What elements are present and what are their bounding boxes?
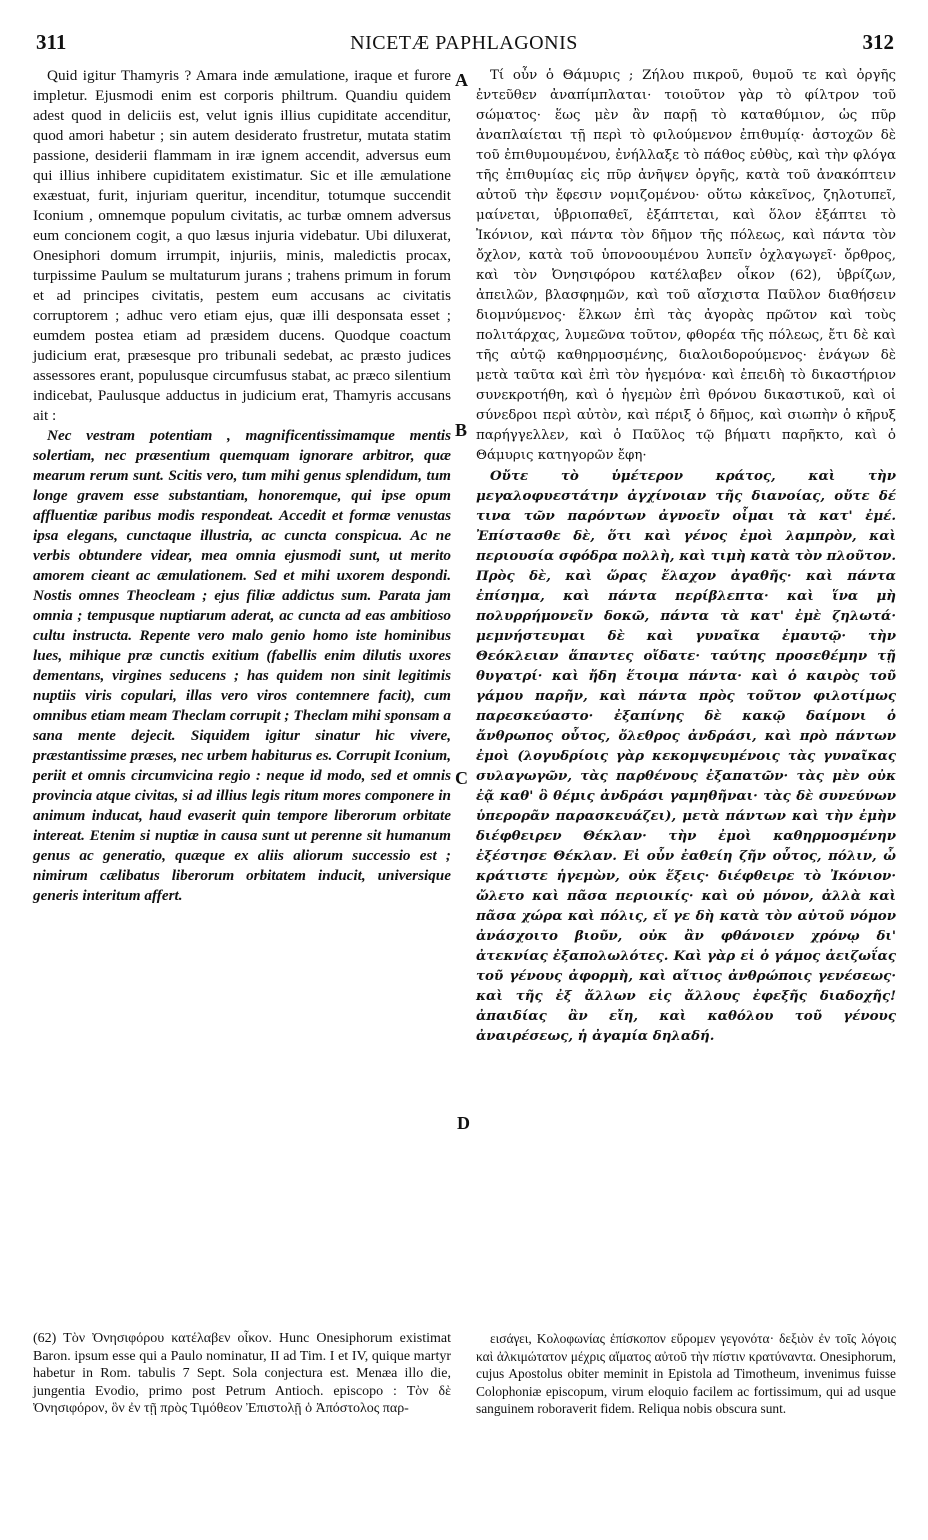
margin-letter-b: B [455,420,468,440]
running-title: NICETÆ PAPHLAGONIS [350,32,578,54]
page-header [32,30,896,62]
page-number-right: 312 [862,30,894,54]
footnote-left [33,1330,451,1418]
greek-paragraph-speech: Οὔτε τὸ ὑμέτερον κράτος, καὶ τὴν μεγαλοφυεστάτην ἀγχίνοιαν τῆς διανοίας, οὔτε δέ τινα τῶν παρόντων ἀγνοεῖν οἶμαι τὰ κατ' ἐμέ. Ἐπίστασθε δὲ, ὅτι καὶ γένος ἐμοὶ λαμπρὸν, καὶ περιουσία σφόδρα πολλὴ, καὶ τιμὴ κατὰ τὸν πλοῦτον. Πρὸς δὲ, καὶ ὥρας ἔλαχον ἀγαθῆς· καὶ πάντα ἐπίσημα, καὶ πάντα περίβλεπτα· καὶ ἵνα μὴ πολυρρήμονεῖν δοκῶ, πάντα τὰ κατ' ἐμὲ ζηλωτά· μεμνήστευμαι δὲ καὶ γυναῖκα ἐμαυτῷ· τὴν Θεόκλειαν ἅπαντες οἴδατε· ταύτης προσεθέμην τῇ θυγατρί· καὶ ἤδη ἕτοιμα πάντα· καὶ ὁ καιρὸς τοῦ γάμου παρῆν, καὶ πάντα πρὸς τοῦτον φιλοτίμως παρεσκεύαστο· ἐξαπίνης δὲ κακῷ δαίμονι ὁ ἄνθρωπος οὗτος, ὄλεθρος ἀνδράσι, καὶ πρὸ πάντων ἐμοὶ (λογυδρίοις γὰρ κεκομψευμένοις τὰς γυναῖκας συλαγωγῶν, τὰς παρθένους ἐξαπατῶν· τὰς μὲν οὐκ ἐᾷ καθ' ὃ θέμις ἀνδράσι γαμηθῆναι· τὰς δὲ συνεύνων ὑπερορᾶν παρασκευάζει), μετὰ πάντων καὶ τὴν ἐμὴν διέφθειρεν Θέκλαν· τὴν ἐμοὶ καθηρμοσμένην ἐξέστησε Θέκλαν. Εἰ οὖν ἐαθείη ζῆν οὗτος, πόλιν, ὦ κράτιστε ἡγεμὼν, οὐκ ἕξεις· διέφθειρε τὸ Ἰκόνιον· ὤλετο καὶ πᾶσα περιοικίς· καὶ οὐ μόνον, ἀλλὰ καὶ πᾶσα χώρα καὶ πόλις, εἴ γε δὴ κατὰ τὸν αὐτοῦ νόμον ἀνάσχοιτο βιοῦν, οὐκ ἂν φθάνοιεν χρόνῳ δι' ἀτεκνίας ἐξαπολωλότες. Καὶ γὰρ εἰ ὁ γάμος ἀειζωΐας τοῦ γένους ἀφορμὴ, καὶ αἴτιος ἀνθρώποις γενέσεως· καὶ τῆς ἐξ ἄλλων εἰς ἄλλους ἐφεξῆς διαδοχῆς! ἀπαιδίας ἂν εἴη, καὶ καθόλου τοῦ γένους ἀναιρέσεως, ἡ ἀγαμία δηλαδή. [476,468,896,1044]
margin-letter-c: C [455,768,468,788]
footnote-62: (62) Τὸν Ὀνησιφόρου κατέλαβεν οἶκον. Hunc Onesiphorum existimat Baron. ipsum esse qui a Paulo nominatur, II ad Tim. I et IV, quique martyr habetur in Rom. tabulis 7 Sept. Sola conjectura est. Menæa illo die, jungentia Evodio, primo post Petrum Antioch. episcopo : Τὸν δὲ Ὀνησιφόρον, ὃν ἐν τῇ πρὸς Τιμόθεον Ἐπιστολῇ ὁ Ἀπόστολος παρ- [33,1331,451,1416]
latin-column [33,66,451,906]
page-number-left: 311 [36,30,67,54]
footnote-62-continued: εισάγει, Κολοφωνίας ἐπίσκοπον εὕρομεν γεγονότα· δεξιὸν ἐν τοῖς λόγοις καὶ ἀλκιμώτατον μέχρις αἵματος αὐτοῦ τὴν πίστιν κρατύναντα. Onesiphorum, cujus Apostolus obiter meminit in Epistola ad Timotheum, invenimus fuisse Colophoniæ episcopum, virum eloquio facilem ac fortissimum, qui ad usque sanguinem roboraverit fidem. Reliqua nobis obscura sunt. [476,1331,896,1416]
latin-paragraph-speech: Nec vestram potentiam , magnificentissimamque mentis solertiam, nec præsentium quemquam ignorare arbitror, quæ mearum rerum sunt. Scitis vero, tum mihi genus splendidum, tum longe gravem esse substantiam, honoremque, qui ipse opum affluentiæ paribus modis respondeat. Accedit et formæ venustas ipsa elegans, cunctaque illustria, ac cuncta conspicua. Ac ne verbis obtundere videar, mea omnia ejusmodi sunt, ut merito amorem cieant ac æmulationem. Sed et mihi uxorem despondi. Nostis omnes Theocleam ; ejus filiæ addictus sum. Parata jam omnia ; tempusque nuptiarum aderat, ac cuncta ad eas ambitioso cultu instructa. Repente vero malo genio homo iste hominibus lues, mihique præ cunctis exitium (fabellis enim dilutis uxores dementans, virgines seducens ; has quidem non sinit legitimis nuptiis viris copulari, illas vero viros contemnere facit), cum omnibus etiam meam Theclam corrupit ; Theclam mihi sponsam a sana mente dejecit. Siquidem igitur sinatur hic vivere, præstantissime præses, nec urbem habiturus es. Corrupit Iconium, periit et omnis circumvicina regio : neque id modo, sed et omnis provincia atque civitas, si ad illius legis ritum mores componere in animum inducat, haud evaserit quin tempore liberorum orbitate intereat. Etenim si nuptiæ in causa sunt ut perenne sit humanum genus ac generatio, quæque ex aliis aliorum successio est ; nimirum cælibatus liberorum orbitatem inducit, universique generis interitum affert. [33,427,451,904]
margin-letter-d: D [457,1113,470,1133]
latin-paragraph-narrative: Quid igitur Thamyris ? Amara inde æmulatione, iraque et furore impletur. Ejusmodi enim est corporis philtrum. Quandiu quidem adest quod in deliciis est, velut ignis illius cupiditate accenditur, quod amori habetur ; sin autem desiderato frustretur, mutata statim passione, desiderii flammam in iræ ignem accendit, adversus eum qui illius inhibere cupiditatem existimatur. Sic et ille æmulatione exæstuat, furit, injuriam queritur, incenditur, totumque succendit Iconium , omnemque populum civitatis, ac turbæ omnem adversus eum concionem cogit, a quo læsus injuria videbatur. Ubi diluxerat, Onesiphori domum irrumpit, injuriis, minis, maledictis procax, turpissime Paulum se multaturum jurans ; trahens primum in forum et ad principes civitatis, pestem eum accusans ac civitatis corruptorem ; adhuc vero etiam ejus, quæ illi desponsata esset ; eumdem postea etiam ad præsidem ducens. Quodque coactum judicium erat, præsesque pro tribunali sedebat, ac præsto judices assessores erant, populusque circumfusus stabat, ac præco silentium indicebat, Paulusque adductus in judicium erat, Thamyris accusans ait : [33,67,451,424]
footnote-right [476,1330,896,1418]
greek-column [476,66,896,1046]
greek-paragraph-narrative: Τί οὖν ὁ Θάμυρις ; Ζήλου πικροῦ, θυμοῦ τε καὶ ὀργῆς ἐντεῦθεν ἀναπίμπλαται· τοιοῦτον γὰρ τὸ φίλτρον τοῦ σώματος· ἕως μὲν ἂν παρῇ τὸ καταθύμιον, ὡς πῦρ ἀναπλαίεται τῇ περὶ τὸ φιλούμενον ἐπιθυμίᾳ· ἀστοχῶν δὲ τοῦ ἐπιθυμουμένου, ἐνήλλαξε τὸ πάθος εὐθὺς, καὶ τὴν φλόγα τῆς ἐπιθυμίας εἰς πῦρ ἀνῆψεν ὀργῆς, κατὰ τοῦ ἀνακόπτειν αὐτοῦ τὴν ἔφεσιν νομιζομένου· οὕτω κἀκεῖνος, ζηλοτυπεῖ, μαίνεται, ὑβριοπαθεῖ, ἐξάπτεται, καὶ ὅλον ἐξάπτει τὸ Ἰκόνιον, καὶ πάντα τὸν δῆμον τῆς πόλεως, καὶ πάντα τὸν ὄχλον, κατὰ τοῦ ὑπονοουμένου λυπεῖν ὀχλαγωγεῖ· ὄρθρος, καὶ τὸν Ὀνησιφόρου κατέλαβεν οἶκον (62), ὑβρίζων, ἀπειλῶν, βλασφημῶν, καὶ τοῦ αἴσχιστα Παῦλον διαθήσειν διομνύμενος· ἕλκων ἐπὶ τὰς ἀγορὰς πρῶτον καὶ τοὺς πολιτάρχας, λυμεῶνα τοῦτον, φθορέα τῆς πόλεως, ἔτι δὲ καὶ τῆς αὐτῷ καθηρμοσμένης, διαλοιδορούμενος· ἐνάγων δὲ μετὰ ταῦτα καὶ ἐπὶ τὸν ἡγεμόνα· καὶ ἐπειδὴ τὸ δικαστήριον συνεκροτήθη, καὶ ὁ ἡγεμὼν ἐπὶ θρόνου δικαστικοῦ, καὶ οἱ σύνεδροι περὶ αὐτὸν, καὶ πέριξ ὁ δῆμος, καὶ σιωπὴν ὁ κῆρυξ παρήγγελλεν, καὶ ὁ Παῦλος τῷ βήματι παρῆκτο, καὶ ὁ Θάμυρις κατηγορῶν ἔφη· [476,68,896,463]
margin-letter-a: A [455,70,468,90]
